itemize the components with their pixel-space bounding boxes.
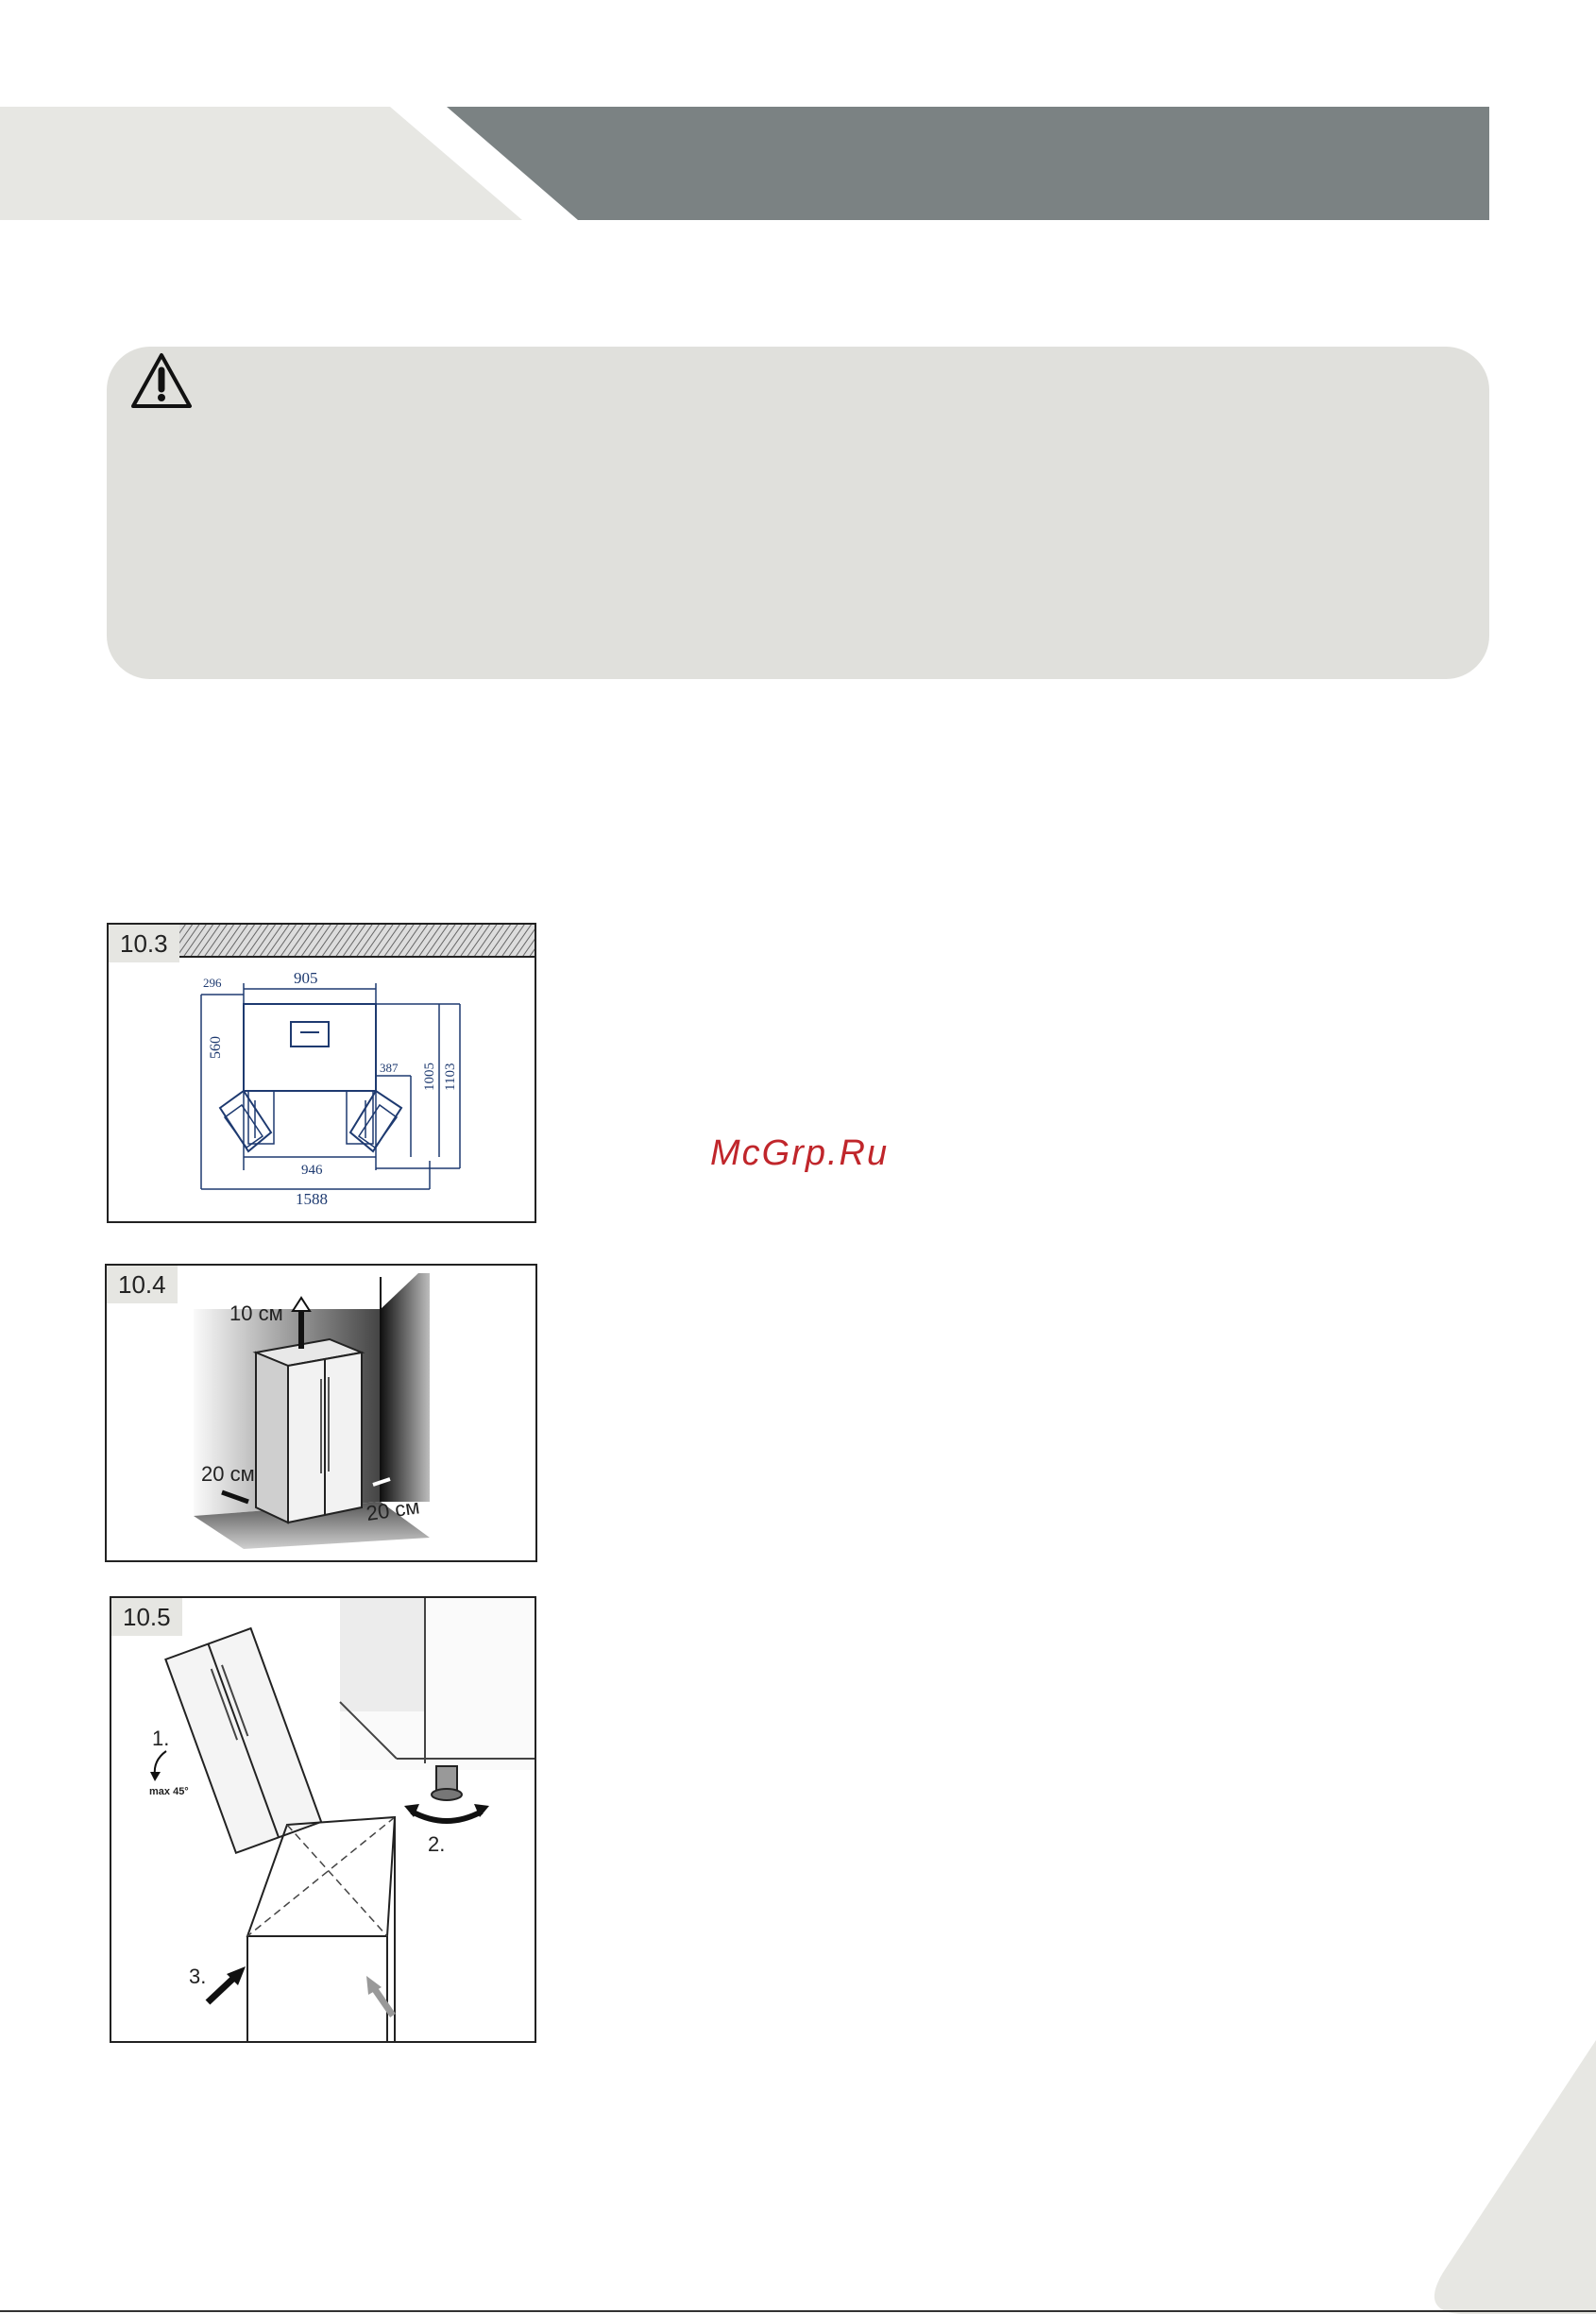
dim-296: 296 — [203, 976, 222, 990]
figure-label: 10.3 — [109, 925, 179, 962]
display-panel — [291, 1022, 329, 1046]
dim-905: 905 — [294, 969, 318, 987]
left-door-open — [220, 1091, 274, 1151]
header-band — [0, 0, 1596, 227]
bottom-rule — [0, 2310, 1596, 2312]
tilted-fridge — [165, 1628, 321, 1853]
dim-387: 387 — [380, 1061, 399, 1075]
figure-label: 10.4 — [107, 1266, 178, 1303]
corner-decoration — [1398, 2040, 1596, 2314]
clearance-right-label: 20 см — [365, 1494, 421, 1525]
figure-10-4 — [105, 1264, 537, 1562]
step-2-label: 2. — [428, 1832, 446, 1856]
step-1-label: 1. — [152, 1727, 170, 1750]
clearance-top-label: 10 см — [229, 1302, 283, 1325]
clearance-left-label: 20 см — [201, 1462, 255, 1486]
dim-560: 560 — [208, 1036, 224, 1059]
watermark-text: McGrp.Ru — [710, 1133, 890, 1173]
dim-1588: 1588 — [296, 1190, 328, 1208]
rotate-arrow-icon — [412, 1812, 482, 1821]
right-door-open — [347, 1091, 401, 1151]
fridge-side — [256, 1353, 288, 1523]
step-3-label: 3. — [189, 1965, 207, 1988]
levelling-diagram — [111, 1598, 535, 2041]
figure-10-5 — [110, 1596, 536, 2043]
dim-1005: 1005 — [422, 1063, 437, 1091]
max-angle-label: max 45° — [149, 1786, 189, 1797]
warning-triangle-icon — [129, 351, 194, 412]
floor-plan-diagram — [109, 925, 535, 1221]
figure-label: 10.5 — [111, 1598, 182, 1636]
clearance-diagram — [107, 1266, 535, 1560]
dim-946: 946 — [301, 1163, 323, 1178]
dim-1103: 1103 — [443, 1063, 458, 1091]
figure-10-3 — [107, 923, 536, 1223]
warning-box — [107, 347, 1489, 679]
